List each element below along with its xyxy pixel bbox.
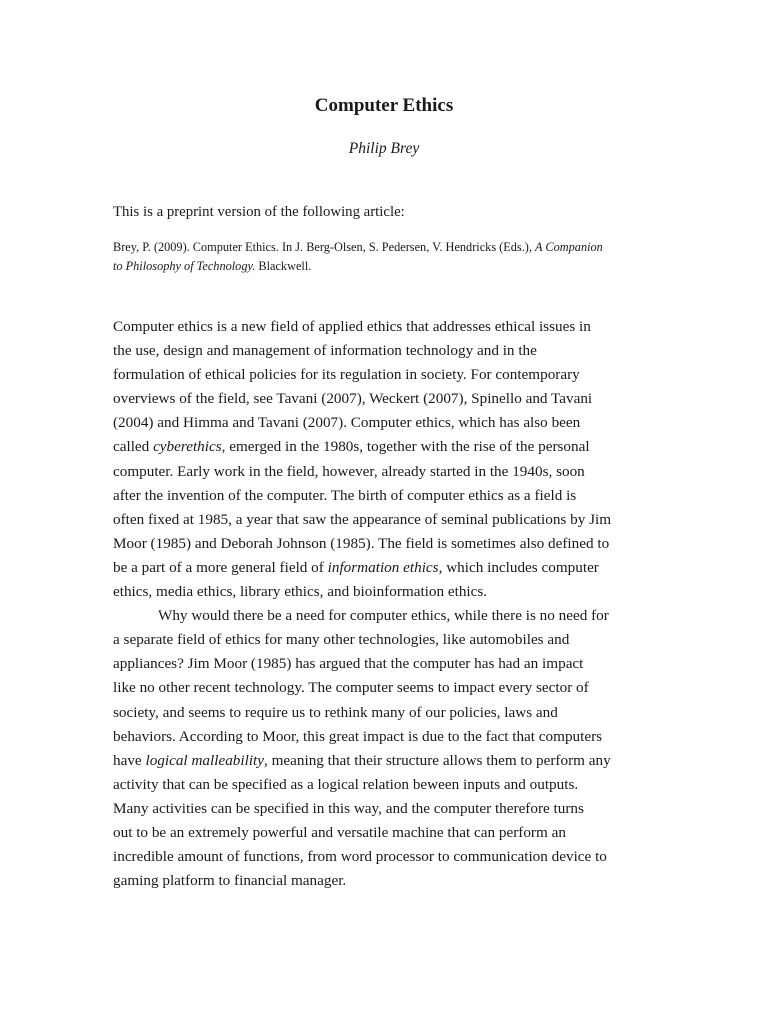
text-line: gaming platform to financial manager. (113, 872, 347, 890)
text-line: out to be an extremely powerful and versatile machine that can perform an (113, 823, 566, 841)
text-span: be a part of a more general field of (113, 558, 328, 576)
text-line: Many activities can be specified in this way, and the computer therefore turns (113, 799, 584, 817)
article-body (113, 315, 658, 893)
text-line: a separate field of ethics for many other technologies, like automobiles and (113, 631, 570, 649)
preprint-note: This is a preprint version of the following article: (113, 204, 405, 220)
text-line: behaviors. According to Moor, this great impact is due to the fact that computers (113, 727, 603, 745)
citation-publisher: Blackwell. (255, 259, 312, 273)
text-span: , meaning that their structure allows them to perform any (264, 751, 611, 769)
text-line: society, and seems to require us to rethink many of our policies, laws and (113, 703, 558, 721)
text-line: incredible amount of functions, from word processor to communication device to (113, 848, 607, 866)
text-line: Why would there be a need for computer ethics, while there is no need for (158, 607, 609, 625)
text-line: often fixed at 1985, a year that saw the appearance of seminal publications by Jim (113, 510, 612, 528)
term-cyberethics: cyberethics (153, 438, 222, 456)
text-line: Moor (1985) and Deborah Johnson (1985). The field is sometimes also defined to (113, 534, 610, 552)
citation-line (113, 238, 653, 257)
citation-book-title: to Philosophy of Technology. (113, 259, 256, 273)
citation (113, 238, 653, 276)
page-title: Computer Ethics (314, 95, 454, 116)
text-span: , emerged in the 1980s, together with the rise of the personal (221, 438, 590, 456)
text-line: (2004) and Himma and Tavani (2007). Computer ethics, which has also been (113, 414, 581, 432)
paragraph-2 (113, 604, 658, 893)
text-span: called (113, 438, 154, 456)
text-line (113, 749, 658, 773)
text-line: overviews of the field, see Tavani (2007), Weckert (2007), Spinello and Tavani (113, 390, 593, 408)
text-line: formulation of ethical policies for its regulation in society. For contemporary (113, 366, 580, 384)
text-line (113, 556, 658, 580)
text-line: appliances? Jim Moor (1985) has argued that the computer has had an impact (113, 655, 584, 673)
text-line: the use, design and management of information technology and in the (113, 342, 537, 360)
text-span: have (113, 751, 146, 769)
term-information-ethics: information ethics (327, 558, 439, 576)
citation-text: Brey, P. (2009). Computer Ethics. In J. Berg-Olsen, S. Pedersen, V. Hendricks (Eds.), (113, 240, 536, 254)
author-name: Philip Brey (348, 140, 420, 157)
text-line: computer. Early work in the field, however, already started in the 1940s, soon (113, 462, 585, 480)
citation-book-title: A Companion (535, 240, 603, 254)
text-span: , which includes computer (438, 558, 599, 576)
citation-line (113, 257, 653, 276)
text-line: Computer ethics is a new field of applied ethics that addresses ethical issues in (113, 318, 591, 335)
text-line: after the invention of the computer. The birth of computer ethics as a field is (113, 486, 577, 504)
paragraph-1 (113, 315, 658, 604)
term-logical-malleability: logical malleability (145, 751, 264, 769)
text-line: activity that can be specified as a logical relation beween inputs and outputs. (113, 775, 579, 793)
text-line (113, 435, 658, 459)
text-line: like no other recent technology. The computer seems to impact every sector of (113, 679, 589, 697)
text-line: ethics, media ethics, library ethics, and bioinformation ethics. (113, 583, 488, 601)
